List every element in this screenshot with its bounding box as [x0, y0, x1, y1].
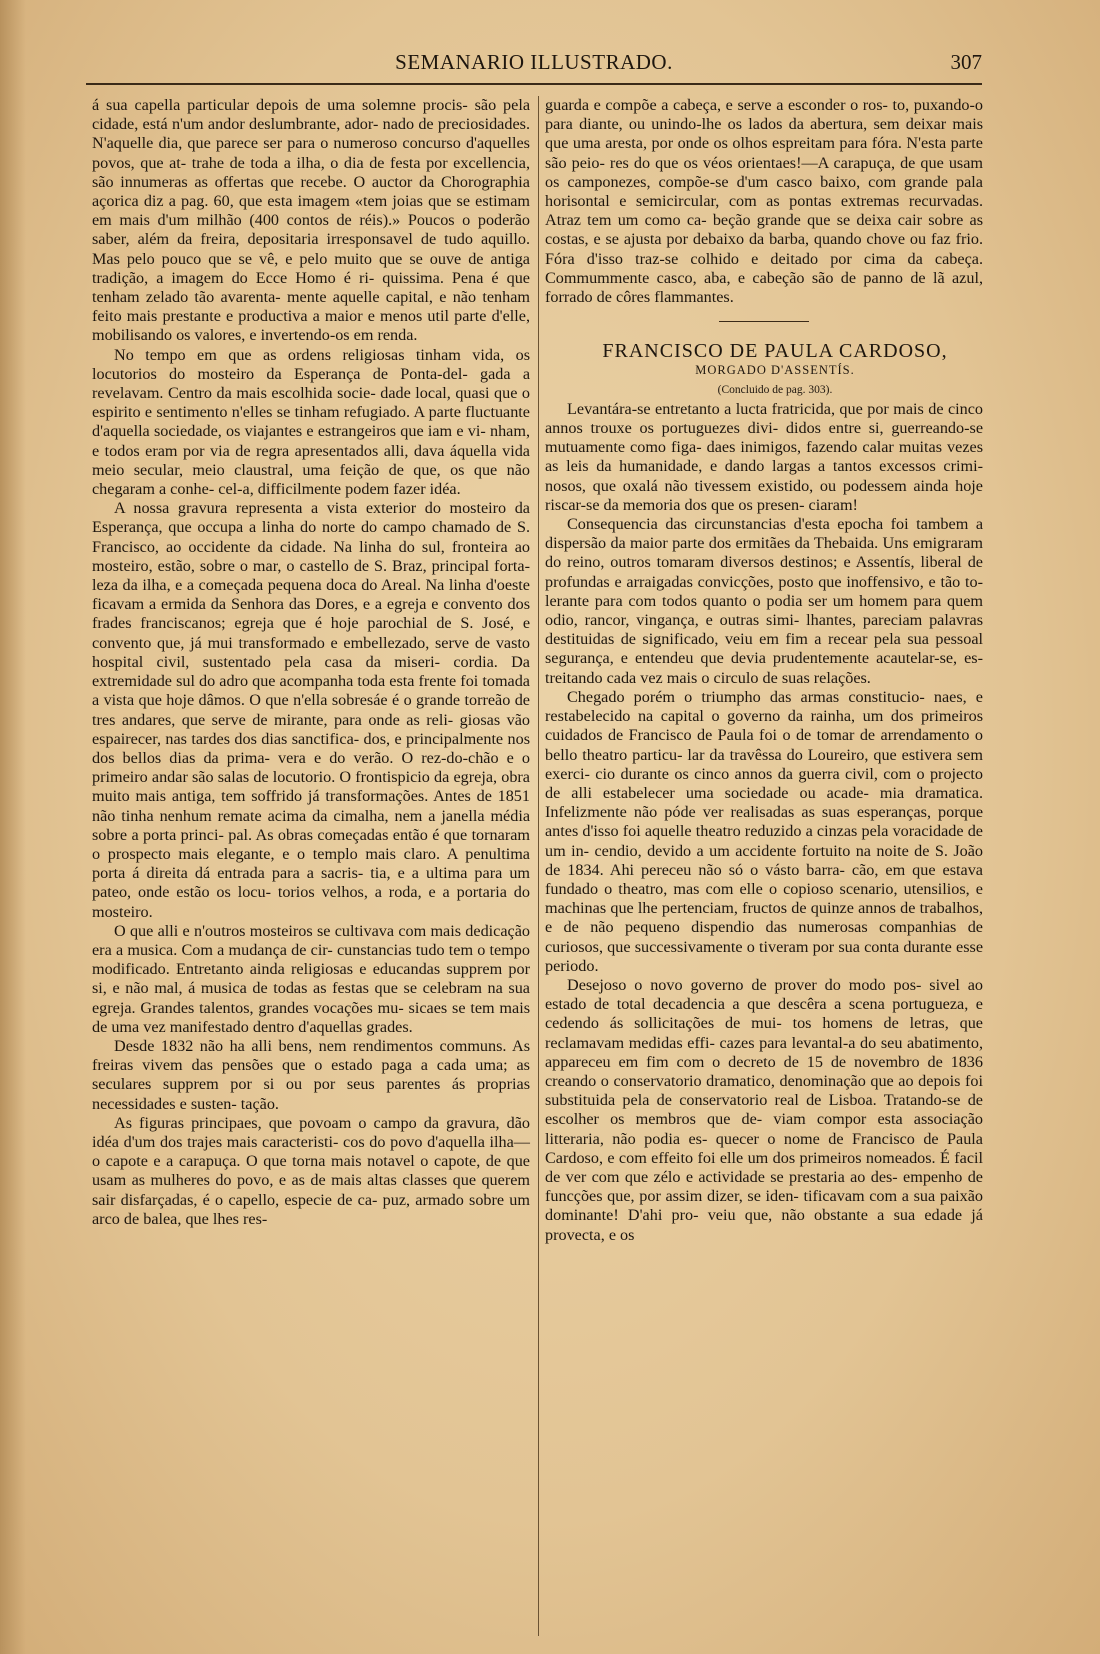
article-subtitle: MORGADO D'ASSENTÍS. [695, 363, 855, 378]
paragraph: As figuras principaes, que povoam o campo da gravura, dão idéa d'um dos trajes mais caracteristi- cos do povo d'aquella ilha—o capote e a carapuça. O que torna mais notavel o capote, de que usam as mulheres do povo, e as de mais altas classes que querem sair disfarçadas, é o capello, especie de ca- puz, armado sobre um arco de balea, que lhes res- [92, 1113, 530, 1228]
paragraph: A nossa gravura representa a vista exterior do mosteiro da Esperança, que occupa a linha do norte do campo chamado de S. Francisco, ao occidente da cidade. Na linha do sul, fronteira ao mosteiro, estão, sobre o mar, o castello de S. Braz, principal forta- leza da ilha, e a começada pequena doca do Areal. Na linha d'oeste ficavam a ermida da Senhora das Dores, e a egreja e convento dos frades franciscanos; egreja que é hoje parochial de S. José, e convento que, já mui transformado e embellezado, serve de vasto hospital civil, sustentado pela casa da miseri- cordia. Da extremidade sul do adro que acompanha toda esta frente foi tomada a vista que hoje dâmos. O que n'ella sobresáe é o grande torreão de tres andares, que serve de mirante, para onde as reli- giosas vão espairecer, nas tardes dos dias sanctifica- dos, e principalmente nos dos bellos dias da prima- vera e do verão. O rez-do-chão e o primeiro andar são salas de locutorio. O frontispicio da egreja, obra muito mais antiga, tem soffrido já transformações. Antes de 1851 não tinha nenhum remate acima da cimalha, nem a janella média sobre a porta princi- pal. As obras começadas então é que tornaram o prospecto mais elegante, e o templo mais claro. A penultima porta á direita dá entrada para a sacris- tia, e a ultima para um pateo, onde estão os locu- torios velhos, a roda, e a portaria do mosteiro. [92, 499, 530, 921]
paragraph: Levantára-se entretanto a lucta fratricida, que por mais de cinco annos trouxe os portuguezes divi- didos entre si, guerreando-se mutuamente como figa- daes inimigos, fazendo calar muitas vezes as leis da humanidade, e dando largas a tantos excessos crimi- nosos, que oxalá não tivessem existido, ou podessem ainda hoje riscar-se da memoria dos que os presen- ciaram! [545, 399, 983, 514]
section-divider [719, 321, 809, 322]
paragraph: Consequencia das circunstancias d'esta epocha foi tambem a dispersão da maior parte dos ermitães da Thebaida. Uns emigraram do reino, outros tomaram diversos destinos; e Assentís, liberal de profundas e arraigadas convicções, posto que inoffensivo, e tão to- lerante para com todos quanto o podia ser um homem para quem odio, rancor, vingança, e outras simi- lhantes, pareciam palavras destituidas de significado, veiu em fim a recear pela sua pessoal segurança, e entendeu que devia prudentemente acautelar-se, es- treitando cada vez mais o circulo de suas relações. [545, 515, 983, 687]
paragraph: No tempo em que as ordens religiosas tinham vida, os locutorios do mosteiro da Esperança de Ponta-del- gada a revelavam. Centro da mais escolhida socie- dade local, quasi que o espirito e sentimento n'elles se tinham refugiado. A parte fluctuante d'aquella sociedade, os viajantes e estrangeiros que iam e vi- nham, e todos eram por via de regra apresentados alli, dava áquella vida meio secular, meio claustral, uma feição de que, os que não chegaram a conhe- cel-a, difficilmente podem fazer idéa. [92, 345, 530, 499]
paragraph: á sua capella particular depois de uma solemne procis- são pela cidade, está n'um andor deslumbrante, ador- nado de preciosidades. N'aquelle dia, que parece ser para o numeroso concurso d'aquelles povos, que at- trahe de toda a ilha, o dia de festa por excellencia, são innumeras as offertas que recebe. O auctor da Chorographia açorica diz a pag. 60, que esta imagem «tem joias que se estimam em mais d'um milhão (400 contos de réis).» Poucos o poderão saber, além da freira, depositaria irresponsavel de tudo aquillo. Mas pelo pouco que se vê, e pelo muito que se ouve de antiga tradição, a imagem do Ecce Homo é ri- quissima. Pena é que tenham zelado tão avarenta- mente aquelle capital, e não tenham feito mais prestante e productiva a maior e menos util parte d'elle, mobilisando os valores, e invertendo-os em renda. [92, 96, 530, 345]
page-edge-shadow [0, 0, 26, 1654]
right-column [545, 96, 983, 1245]
paragraph: Desde 1832 não ha alli bens, nem rendimentos communs. As freiras vivem das pensões que o estado paga a cada uma; as seculares supprem por si ou por seus parentes ás proprias necessidades e susten- tação. [92, 1036, 530, 1113]
running-title: SEMANARIO ILLUSTRADO. [395, 50, 673, 74]
article-title: FRANCISCO DE PAULA CARDOSO, [602, 340, 948, 363]
page-number: 307 [950, 50, 982, 74]
left-column [92, 96, 530, 1229]
paragraph: guarda e compõe a cabeça, e serve a esconder o ros- to, puxando-o para diante, ou unindo-lhe os lados da abertura, sem deixar mais que uma aresta, por onde os olhos espreitam para fóra. N'esta parte são peio- res do que os véos orientaes!—A carapuça, de que usam os camponezes, compõe-se d'um casco baixo, com grande pala horisontal e semicircular, com as pontas extremas recurvadas. Atraz tem um como ca- beção grande que se deixa cair sobre as costas, e se ajusta por debaixo da barba, quando chove ou faz frio. Fóra d'isso traz-se colhido e deitado por cima da cabeça. Commummente casco, aba, e cabeção são de panno de lã azul, forrado de côres flammantes. [545, 96, 983, 307]
paragraph: O que alli e n'outros mosteiros se cultivava com mais dedicação era a musica. Com a mudança de cir- cunstancias tudo tem o tempo modificado. Entretanto ainda religiosas e educandas supprem por si, e não mal, á musica de todas as festas que se celebram na sua egreja. Grandes talentos, grandes vocações mu- sicaes se tem mais de uma vez manifestado dentro d'aquellas grades. [92, 921, 530, 1036]
page-header [86, 50, 982, 82]
paragraph: Desejoso o novo governo de prover do modo pos- sivel ao estado de total decadencia a que descêra a scena portugueza, e cedendo ás sollicitações de mui- tos homens de letras, que reclamavam medidas effi- cazes para levantal-a do seu abatimento, appareceu em fim com o decreto de 15 de novembro de 1836 creando o conservatorio dramatico, denominação que ao depois foi substituida pela de conservatorio real de Lisboa. Tratando-se de escolher os membros que de- viam compor esta associação litteraria, não podia es- quecer o nome de Francisco de Paula Cardoso, e com effeito foi elle um dos primeiros nomeados. É facil de ver com que zélo e actividade se prestaria ao des- empenho de funcções que, por assim dizer, se iden- tificavam com a sua paixão dominante! D'ahi pro- veiu que, não obstante a sua edade já provecta, e os [545, 975, 983, 1244]
header-rule [86, 83, 982, 85]
paragraph: Chegado porém o triumpho das armas constitucio- naes, e restabelecido na capital o governo da rainha, um dos primeiros cuidados de Francisco de Paula foi o de tomar de arrendamento o bello theatro particu- lar da travêssa do Loureiro, que estivera sem exerci- cio durante os cinco annos da guerra civil, com o projecto de alli estabelecer uma sociedade ou acade- mia dramatica. Infelizmente não póde ver realisadas as suas esperanças, porque antes d'isso foi aquelle theatro reduzido a cinzas pela voracidade de um in- cendio, devido a um accidente fortuito na noite de S. João de 1834. Ahi pereceu não só o vásto barra- cão, em que estava fundado o theatro, mas com elle o copioso scenario, utensilios, e machinas que lhe pertenciam, fructos de quinze annos de trabalhos, e de não pequeno dispendio das numerosas companhias de curiosos, que successivamente o tiveram por sua conta durante esse periodo. [545, 687, 983, 975]
column-divider [538, 96, 539, 1636]
article-note: (Concluido de pag. 303). [717, 383, 833, 396]
